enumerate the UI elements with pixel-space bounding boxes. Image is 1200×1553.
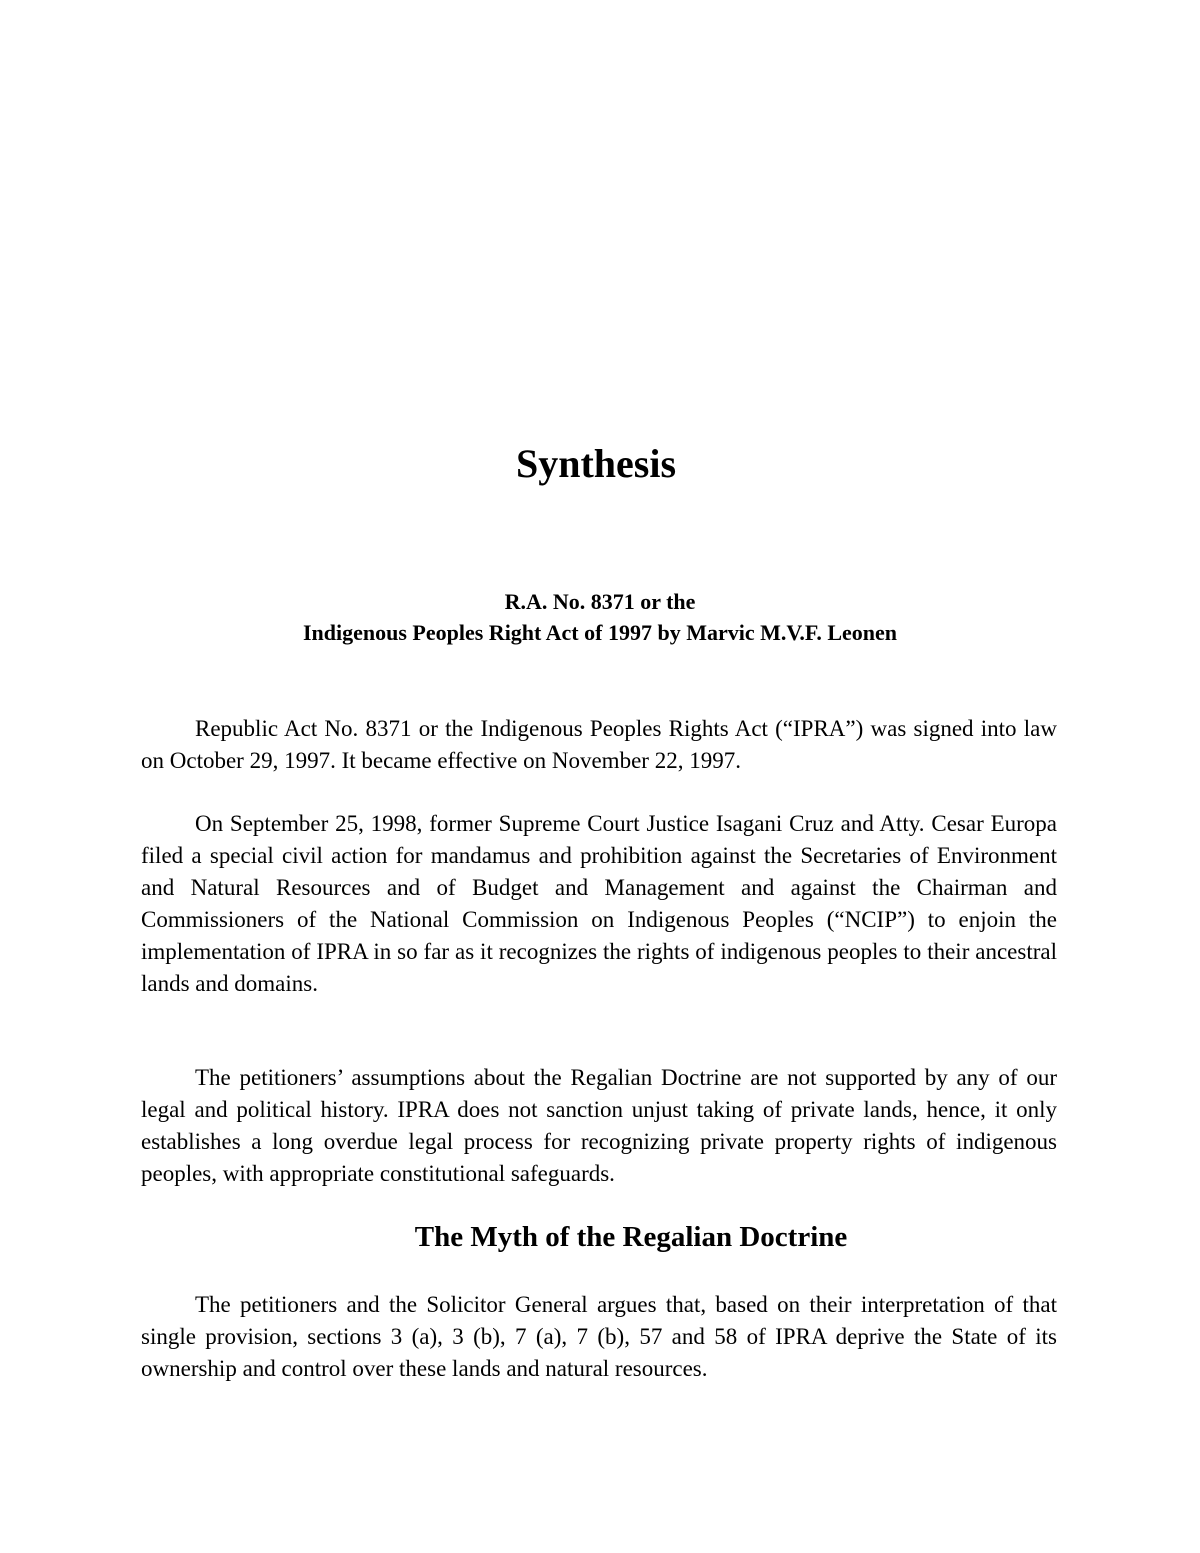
document-title: Synthesis [515, 441, 677, 486]
section-heading: The Myth of the Regalian Doctrine [414, 1221, 848, 1253]
paragraph-2: On September 25, 1998, former Supreme Court Justice Isagani Cruz and Atty. Cesar Europa filed a special civil action for mandamus and prohibition against the Secretaries of Environment and Natural Resources and of Budget and Management and against the Chairman and Commissioners of the National Commission on Indigenous Peoples (“NCIP”) to enjoin the implementation of IPRA in so far as it recognizes the rights of indigenous peoples to their ancestral lands and domains. [141, 811, 1057, 996]
subtitle-line-1: R.A. No. 8371 or the [504, 589, 696, 614]
document-subtitle [0, 586, 1200, 648]
paragraph-4: The petitioners and the Solicitor General argues that, based on their interpretation of that single provision, sections 3 (a), 3 (b), 7 (a), 7 (b), 57 and 58 of IPRA deprive the State of its ownership and control over these lands and natural resources. [141, 1292, 1057, 1381]
subtitle-line-2: Indigenous Peoples Right Act of 1997 by Marvic M.V.F. Leonen [302, 620, 898, 645]
paragraph-3: The petitioners’ assumptions about the Regalian Doctrine are not supported by any of our legal and political history. IPRA does not sanction unjust taking of private lands, hence, it only establishes a long overdue legal process for recognizing private property rights of indigenous peoples, with appropriate constitutional safeguards. [141, 1065, 1057, 1186]
paragraph-1: Republic Act No. 8371 or the Indigenous Peoples Rights Act (“IPRA”) was signed into law on October 29, 1997. It became effective on November 22, 1997. [141, 716, 1057, 773]
